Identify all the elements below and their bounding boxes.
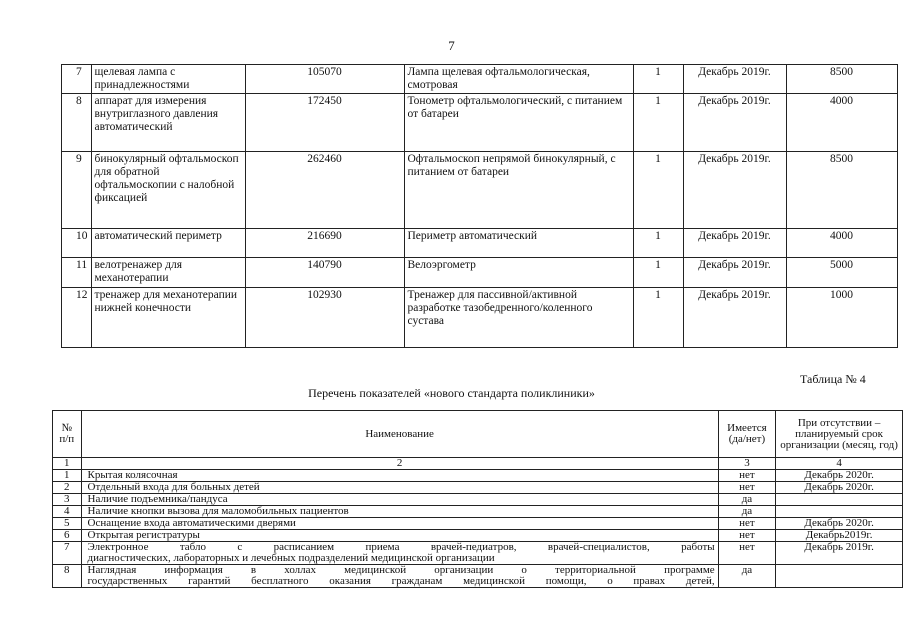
table-row: [53, 565, 903, 588]
price: 1000: [786, 288, 897, 348]
indicator-name-line: диагностических, лабораторных и лечебных подразделений медицинской организации: [87, 552, 495, 564]
available-value: да: [718, 494, 776, 506]
device-description: Офтальмоскоп непрямой бинокулярный, с питанием от батареи: [404, 152, 633, 229]
row-number: 10: [62, 229, 92, 258]
row-number: 8: [62, 94, 92, 152]
available-value: нет: [718, 518, 776, 530]
deadline-value: [776, 494, 903, 506]
available-value: да: [718, 565, 776, 588]
quantity: 1: [633, 152, 683, 229]
available-value: да: [718, 506, 776, 518]
delivery-date: Декабрь 2019г.: [683, 258, 786, 288]
price: 4000: [786, 229, 897, 258]
indicator-name: [81, 565, 718, 588]
row-number: 6: [53, 530, 82, 542]
table-row: [53, 530, 903, 542]
quantity: 1: [633, 65, 683, 94]
table-row: [62, 65, 898, 94]
page-number: 7: [448, 38, 455, 53]
table-row: [53, 494, 903, 506]
header-num: № п/п: [53, 411, 82, 458]
table-row: [53, 470, 903, 482]
table-row: [62, 94, 898, 152]
indicator-name-line: Электронное табло с расписанием приема врачей-педиатров, врачей-специалистов, работы: [87, 541, 715, 553]
table-row: [62, 152, 898, 229]
equipment-table: [61, 64, 898, 348]
available-value: нет: [718, 530, 776, 542]
indicator-name: Наличие подъемника/пандуса: [81, 494, 718, 506]
deadline-value: Декабрь 2019г.: [776, 542, 903, 565]
indicator-name: Отдельный входа для больных детей: [81, 482, 718, 494]
device-name: щелевая лампа с принадлежностями: [91, 65, 245, 94]
standard-table: [52, 410, 903, 588]
row-number: 7: [53, 542, 82, 565]
delivery-date: Декабрь 2019г.: [683, 94, 786, 152]
quantity: 1: [633, 258, 683, 288]
col-number: 1: [53, 458, 82, 470]
deadline-value: [776, 565, 903, 588]
price: 4000: [786, 94, 897, 152]
table-row: [53, 506, 903, 518]
table-row: [62, 229, 898, 258]
delivery-date: Декабрь 2019г.: [683, 152, 786, 229]
deadline-value: Декабрь 2020г.: [776, 482, 903, 494]
deadline-value: [776, 506, 903, 518]
device-description: Тренажер для пассивной/активной разработке тазобедренного/коленного сустава: [404, 288, 633, 348]
header-available: Имеется (да/нет): [718, 411, 776, 458]
delivery-date: Декабрь 2019г.: [683, 288, 786, 348]
row-number: 7: [62, 65, 92, 94]
table-row: [53, 542, 903, 565]
table-row: [53, 482, 903, 494]
price: 8500: [786, 152, 897, 229]
device-name: тренажер для механотерапии нижней конечности: [91, 288, 245, 348]
device-name: велотренажер для механотерапии: [91, 258, 245, 288]
device-description: Велоэргометр: [404, 258, 633, 288]
available-value: нет: [718, 482, 776, 494]
deadline-value: Декабрь2019г.: [776, 530, 903, 542]
price: 5000: [786, 258, 897, 288]
deadline-value: Декабрь 2020г.: [776, 518, 903, 530]
device-code: 105070: [245, 65, 404, 94]
table-row: [62, 288, 898, 348]
col-number: 2: [81, 458, 718, 470]
table-row: [62, 258, 898, 288]
header-row: [53, 411, 903, 458]
indicator-name: [81, 542, 718, 565]
device-code: 140790: [245, 258, 404, 288]
indicator-name-line: государственных гарантий бесплатного оказания гражданам медицинской помощи, о правах детей,: [87, 575, 715, 587]
quantity: 1: [633, 288, 683, 348]
device-description: Тонометр офтальмологический, с питанием от батареи: [404, 94, 633, 152]
delivery-date: Декабрь 2019г.: [683, 65, 786, 94]
device-name: автоматический периметр: [91, 229, 245, 258]
col-number: 3: [718, 458, 776, 470]
column-numbers-row: [53, 458, 903, 470]
indicator-name-line: Наглядная информация в холлах медицинской организации о территориальной программе: [87, 564, 715, 576]
row-number: 1: [53, 470, 82, 482]
table-title: Перечень показателей «нового стандарта поликлиники»: [308, 386, 595, 400]
device-name: бинокулярный офтальмоскоп для обратной офтальмоскопии с налобной фиксацией: [91, 152, 245, 229]
indicator-name: Оснащение входа автоматическими дверями: [81, 518, 718, 530]
delivery-date: Декабрь 2019г.: [683, 229, 786, 258]
row-number: 5: [53, 518, 82, 530]
available-value: нет: [718, 542, 776, 565]
quantity: 1: [633, 229, 683, 258]
device-code: 102930: [245, 288, 404, 348]
row-number: 3: [53, 494, 82, 506]
device-description: Лампа щелевая офтальмологическая, смотровая: [404, 65, 633, 94]
indicator-name: Открытая регистратуры: [81, 530, 718, 542]
deadline-value: Декабрь 2020г.: [776, 470, 903, 482]
header-deadline: При отсутствии – планируемый срок организации (месяц, год): [776, 411, 903, 458]
device-code: 172450: [245, 94, 404, 152]
table-row: [53, 518, 903, 530]
price: 8500: [786, 65, 897, 94]
device-code: 262460: [245, 152, 404, 229]
available-value: нет: [718, 470, 776, 482]
device-code: 216690: [245, 229, 404, 258]
indicator-name: Наличие кнопки вызова для маломобильных пациентов: [81, 506, 718, 518]
device-description: Периметр автоматический: [404, 229, 633, 258]
row-number: 12: [62, 288, 92, 348]
quantity: 1: [633, 94, 683, 152]
table-label: Таблица № 4: [800, 372, 866, 386]
row-number: 2: [53, 482, 82, 494]
row-number: 9: [62, 152, 92, 229]
row-number: 4: [53, 506, 82, 518]
col-number: 4: [776, 458, 903, 470]
row-number: 8: [53, 565, 82, 588]
indicator-name: Крытая колясочная: [81, 470, 718, 482]
row-number: 11: [62, 258, 92, 288]
device-name: аппарат для измерения внутриглазного давления автоматический: [91, 94, 245, 152]
header-name: Наименование: [81, 411, 718, 458]
